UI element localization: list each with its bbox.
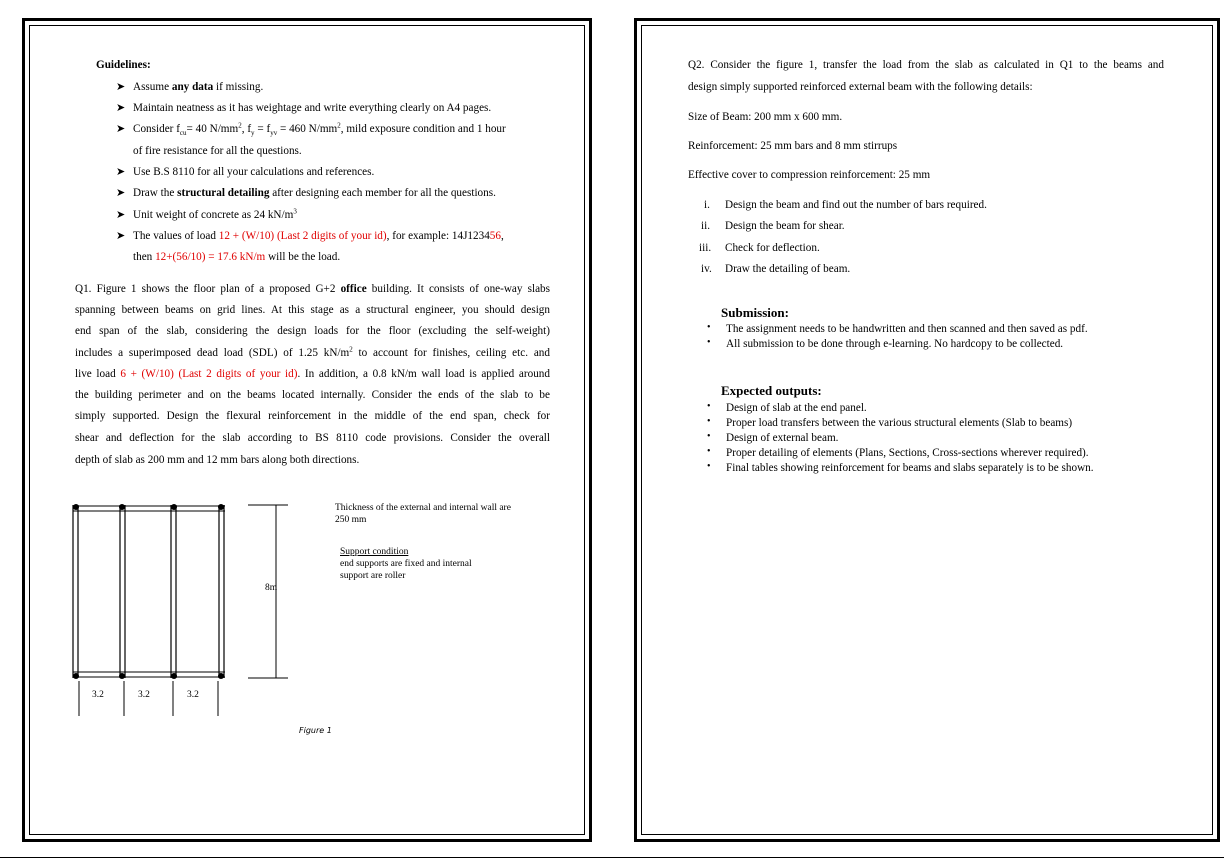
guideline-6: Unit weight of concrete as 24 $kN/m^3$ <box>133 207 297 221</box>
dot-bullet-icon: • <box>707 446 711 457</box>
guideline-5: Draw the structural detailing after designing each member for all the questions. <box>133 187 496 199</box>
task-4-text: Draw the detailing of beam. <box>725 263 851 275</box>
wall-thickness-note-line-1: Thickness of the external and internal wall are <box>335 503 511 513</box>
dot-bullet-icon: • <box>707 461 711 472</box>
output-item-3: Design of external beam. <box>726 432 839 444</box>
height-dimension-label: 8m <box>265 583 278 593</box>
guideline-7-cont: then 12+(56/10) = 17.6 kN/m will be the load. <box>133 251 341 263</box>
figure-caption: Figure 1 <box>299 726 332 735</box>
q1-line-5: live load 6 + (W/10) (Last 2 digits of your id). In addition, a 0.8 kN/m wall load is applied around <box>75 368 550 380</box>
page-bottom-rule <box>0 857 1224 858</box>
guideline-2: Maintain neatness as it has weightage and write everything clearly on A4 pages. <box>133 102 492 114</box>
task-1-number: i. <box>704 199 710 211</box>
arrow-bullet-icon: ➤ <box>116 102 126 114</box>
arrow-bullet-icon: ➤ <box>116 230 126 242</box>
column-nodes <box>73 504 224 679</box>
output-item-4: Proper detailing of elements (Plans, Sections, Cross-sections wherever required). <box>726 447 1089 459</box>
q1-line-2: spanning between beams on grid lines. At this stage as a structural engineer, you should design <box>75 304 550 316</box>
q1-line-7: simply supported. Design the flexural reinforcement in the middle of the end span, check for <box>75 410 550 422</box>
submission-title: Submission: <box>721 305 789 320</box>
output-item-1: Design of slab at the end panel. <box>726 402 867 414</box>
span-label-1: 3.2 <box>92 690 104 700</box>
task-2-number: ii. <box>701 220 711 232</box>
q1-line-8: shear and deflection for the slab according to BS 8110 code provisions. Consider the overall <box>75 432 550 444</box>
guideline-3: Consider $f_{cu}= 40$ $N/mm^2$, $f_y = f_{yv} = 460$ $N/mm^2$, mild exposure condition and 1 hour <box>133 121 506 138</box>
expected-outputs-title: Expected outputs: <box>721 383 822 398</box>
guideline-7: The values of load 12 + (W/10) (Last 2 digits of your id), for example: 14J123456, <box>133 230 504 242</box>
output-item-5: Final tables showing reinforcement for beams and slabs separately is to be shown. <box>726 462 1094 474</box>
effective-cover: Effective cover to compression reinforcement: 25 mm <box>688 169 931 181</box>
q1-line-4: includes a superimposed dead load (SDL) of 1.25 $kN/m^2$ to account for finishes, ceiling etc. and <box>75 345 550 359</box>
q2-line-2: design simply supported reinforced external beam with the following details: <box>688 81 1033 93</box>
guidelines-title: Guidelines: <box>96 59 151 71</box>
task-1-text: Design the beam and find out the number of bars required. <box>725 199 987 211</box>
span-label-2: 3.2 <box>138 690 150 700</box>
q1-line-1: Q1. Figure 1 shows the floor plan of a proposed G+2 office building. It consists of one-way slabs <box>75 283 550 295</box>
grid-walls <box>73 505 224 678</box>
dot-bullet-icon: • <box>707 337 711 348</box>
output-item-2: Proper load transfers between the various structural elements (Slab to beams) <box>726 417 1073 429</box>
q1-line-3: end span of the slab, considering the design loads for the floor (excluding the self-weight) <box>75 325 550 337</box>
dot-bullet-icon: • <box>707 322 711 333</box>
task-3-text: Check for deflection. <box>725 242 820 254</box>
arrow-bullet-icon: ➤ <box>116 123 126 135</box>
dot-bullet-icon: • <box>707 401 711 412</box>
task-4-number: iv. <box>701 263 712 275</box>
beam-reinforcement: Reinforcement: 25 mm bars and 8 mm stirrups <box>688 140 898 152</box>
dot-bullet-icon: • <box>707 416 711 427</box>
guideline-3-cont: of fire resistance for all the questions. <box>133 145 302 157</box>
guideline-4: Use B.S 8110 for all your calculations and references. <box>133 166 375 178</box>
span-label-3: 3.2 <box>187 690 199 700</box>
beam-size: Size of Beam: 200 mm x 600 mm. <box>688 111 843 123</box>
q1-line-6: the building perimeter and on the beams located internally. Consider the ends of the slab to be <box>75 389 550 401</box>
dot-bullet-icon: • <box>707 431 711 442</box>
submission-item-1: The assignment needs to be handwritten and then scanned and then saved as pdf. <box>726 323 1088 335</box>
task-2-text: Design the beam for shear. <box>725 220 845 232</box>
guideline-1: Assume any data if missing. <box>133 81 264 93</box>
support-condition-line-2: support are roller <box>340 571 406 581</box>
support-condition-title: Support condition <box>340 547 409 557</box>
support-condition-line-1: end supports are fixed and internal <box>340 559 472 569</box>
task-3-number: iii. <box>699 242 712 254</box>
q2-line-1: Q2. Consider the figure 1, transfer the load from the slab as calculated in Q1 to the beams and <box>688 59 1164 71</box>
arrow-bullet-icon: ➤ <box>116 209 126 221</box>
arrow-bullet-icon: ➤ <box>116 81 126 93</box>
submission-item-2: All submission to be done through e-learning. No hardcopy to be collected. <box>726 338 1064 350</box>
wall-thickness-note-line-2: 250 mm <box>335 515 367 525</box>
arrow-bullet-icon: ➤ <box>116 187 126 199</box>
arrow-bullet-icon: ➤ <box>116 166 126 178</box>
q1-line-9: depth of slab as 200 mm and 12 mm bars along both directions. <box>75 454 360 466</box>
